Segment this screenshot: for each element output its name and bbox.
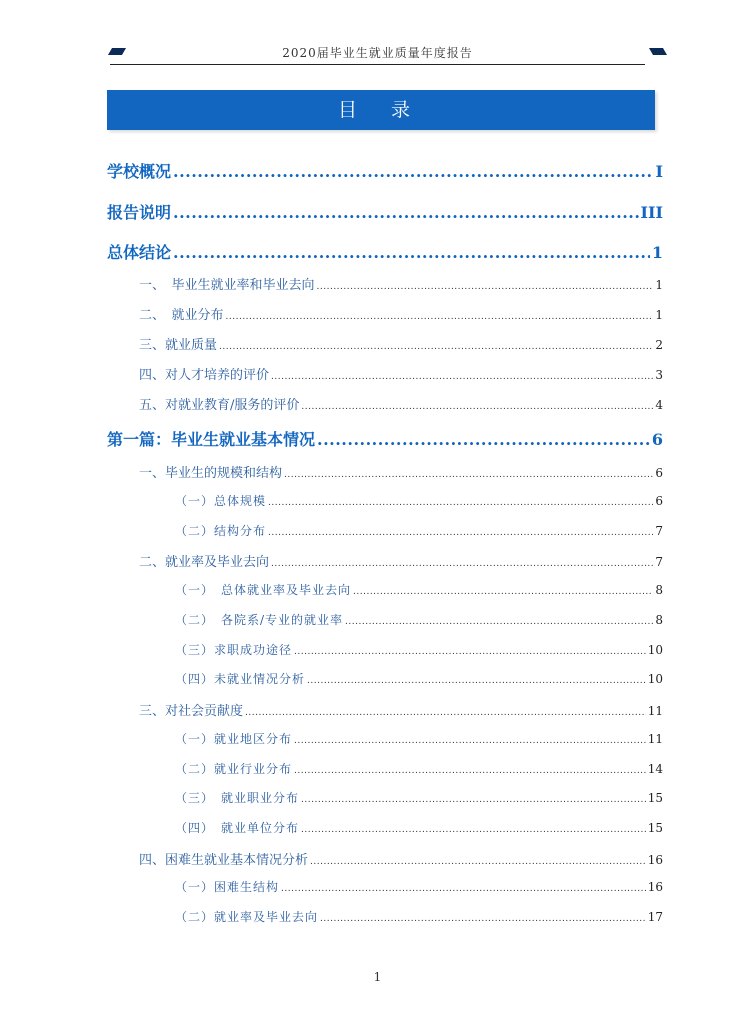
toc-entry-label: 学校概况 <box>107 162 172 181</box>
toc-dot-leader <box>173 203 639 222</box>
toc-entry[interactable] <box>175 908 663 925</box>
toc-entry-label: （一） 总体就业率及毕业去向 <box>175 583 352 597</box>
toc-entry-page: 14 <box>647 762 663 776</box>
toc-entry-page: 17 <box>647 910 663 924</box>
toc-dot-leader <box>271 372 653 382</box>
toc-entry-page: 15 <box>647 791 663 805</box>
toc-entry[interactable] <box>139 394 663 413</box>
page-number: 1 <box>373 970 382 984</box>
toc-entry-label: 五、对就业教育/服务的评价 <box>139 398 300 413</box>
toc-dot-leader <box>307 676 646 686</box>
toc-entry[interactable] <box>107 240 663 263</box>
toc-dot-leader <box>219 342 653 352</box>
toc-entry-page: 6 <box>651 430 663 449</box>
toc-dot-leader <box>173 243 650 262</box>
toc-entry-page: 2 <box>655 338 663 352</box>
toc-dot-leader <box>317 282 654 292</box>
toc-entry-label: 一、毕业生的规模和结构 <box>139 466 283 481</box>
toc-entry[interactable] <box>107 159 663 182</box>
toc-dot-leader <box>268 528 653 538</box>
header-decoration-right <box>649 48 667 55</box>
toc-dot-leader <box>226 312 654 322</box>
toc-dot-leader <box>268 498 653 508</box>
toc-entry-page: 11 <box>647 732 663 746</box>
toc-entry-label: 二、 就业分布 <box>139 308 224 323</box>
toc-entry-label: 第一篇：毕业生就业基本情况 <box>107 430 316 449</box>
toc-entry-page: 7 <box>655 555 663 569</box>
toc-entry[interactable] <box>175 492 663 509</box>
toc-entry-page: 6 <box>655 466 663 480</box>
toc-dot-leader <box>245 708 646 718</box>
toc-entry[interactable] <box>175 789 663 806</box>
toc-entry-label: （二） 各院系/专业的就业率 <box>175 613 344 627</box>
toc-entry-page: 4 <box>655 398 663 412</box>
toc-entry[interactable] <box>139 849 663 868</box>
toc-entry[interactable] <box>107 427 663 450</box>
toc-dot-leader <box>294 766 646 776</box>
toc-entry[interactable] <box>175 730 663 747</box>
toc-entry-label: 四、困难生就业基本情况分析 <box>139 853 309 868</box>
toc-entry-page: III <box>640 203 663 222</box>
toc-entry-label: 三、对社会贡献度 <box>139 704 244 719</box>
toc-entry-page: 10 <box>647 672 663 686</box>
toc-entry[interactable] <box>107 200 663 223</box>
toc-entry-page: 16 <box>647 880 663 894</box>
toc-entry-label: 报告说明 <box>107 203 172 222</box>
toc-entry[interactable] <box>139 700 663 719</box>
toc-entry-page: 3 <box>655 368 663 382</box>
toc-entry[interactable] <box>175 878 663 895</box>
toc-dot-leader <box>294 736 646 746</box>
toc-dot-leader <box>345 617 653 627</box>
toc-entry-label: （一）困难生结构 <box>175 880 280 894</box>
toc-dot-leader <box>301 402 653 412</box>
toc-entry-page: 16 <box>647 853 663 867</box>
toc-dot-leader <box>301 825 646 835</box>
toc-entry-label: 总体结论 <box>107 243 172 262</box>
toc-entry[interactable] <box>175 581 663 598</box>
toc-entry-page: I <box>655 162 663 181</box>
toc-entry-label: （四） 就业单位分布 <box>175 821 300 835</box>
toc-entry[interactable] <box>139 274 663 293</box>
toc-entry-page: 7 <box>655 524 663 538</box>
toc-entry-label: （一）总体规模 <box>175 494 267 508</box>
toc-entry[interactable] <box>175 641 663 658</box>
toc-dot-leader <box>301 795 646 805</box>
toc-entry-page: 15 <box>647 821 663 835</box>
toc-title: 目 录 <box>107 90 655 130</box>
toc-entry-label: （二）就业行业分布 <box>175 762 293 776</box>
toc-dot-leader <box>320 914 646 924</box>
toc-entry-page: 1 <box>651 243 663 262</box>
toc-entry-label: （二）结构分布 <box>175 524 267 538</box>
toc-dot-leader <box>294 647 646 657</box>
toc-dot-leader <box>317 430 650 449</box>
toc-entry-label: 一、 毕业生就业率和毕业去向 <box>139 278 315 293</box>
toc-entry[interactable] <box>175 670 663 687</box>
toc-entry[interactable] <box>175 611 663 628</box>
toc-entry-label: （四）未就业情况分析 <box>175 672 306 686</box>
toc-entry[interactable] <box>175 522 663 539</box>
toc-dot-leader <box>281 884 646 894</box>
toc-dot-leader <box>173 162 654 181</box>
toc-entry-page: 10 <box>647 643 663 657</box>
toc-entry[interactable] <box>139 304 663 323</box>
toc-dot-leader <box>353 587 653 597</box>
toc-entry-label: 三、就业质量 <box>139 338 218 353</box>
toc-entry[interactable] <box>139 334 663 353</box>
toc-entry-page: 8 <box>655 613 663 627</box>
toc-entry[interactable] <box>175 819 663 836</box>
toc-dot-leader <box>271 559 653 569</box>
toc-entry-page: 8 <box>655 583 663 597</box>
toc-entry[interactable] <box>139 364 663 383</box>
toc-entry-page: 6 <box>655 494 663 508</box>
toc-entry-page: 1 <box>655 308 663 322</box>
toc-entry-page: 1 <box>655 278 663 292</box>
toc-entry-label: （三）求职成功途径 <box>175 643 293 657</box>
toc-entry[interactable] <box>139 462 663 481</box>
toc-entry-label: （三） 就业职业分布 <box>175 791 300 805</box>
toc-dot-leader <box>310 857 646 867</box>
toc-dot-leader <box>284 470 653 480</box>
toc-entry-page: 11 <box>647 704 663 718</box>
toc-entry[interactable] <box>175 760 663 777</box>
running-header: 2020届毕业生就业质量年度报告 <box>110 44 645 65</box>
toc-entry-label: 二、就业率及毕业去向 <box>139 555 270 570</box>
toc-entry-label: （一）就业地区分布 <box>175 732 293 746</box>
toc-entry[interactable] <box>139 551 663 570</box>
toc-entry-label: （二）就业率及毕业去向 <box>175 910 319 924</box>
toc-entry-label: 四、对人才培养的评价 <box>139 368 270 383</box>
